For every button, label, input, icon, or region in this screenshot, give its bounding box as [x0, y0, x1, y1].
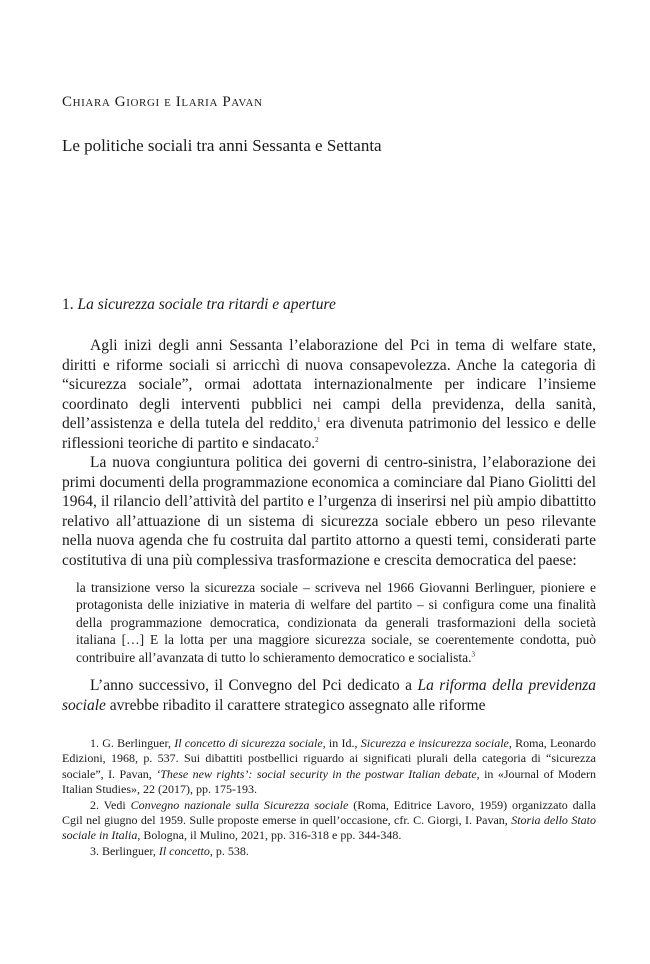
section-title: La sicurezza sociale tra ritardi e aperture	[77, 296, 336, 313]
footnote	[62, 798, 596, 844]
chapter-title: Le politiche sociali tra anni Sessanta e Settanta	[62, 136, 382, 155]
footnote-text: , in «Journal of Modern Italian Studies», 22 (2017), pp. 175-193.	[62, 766, 596, 797]
footnote-ref: 2	[315, 435, 319, 444]
footnote-text: 2. Vedi	[90, 797, 131, 812]
section-number: 1.	[62, 296, 74, 313]
footnote-italic: Storia dello Stato sociale in Italia	[62, 813, 597, 843]
footnote-italic: ‘These new rights’: social security in the postwar Italian debate	[156, 766, 477, 781]
footnotes	[62, 736, 596, 859]
footnote-ref: 3	[471, 650, 475, 659]
paragraph	[62, 676, 596, 715]
footnote-text: , Bologna, il Mulino, 2021, pp. 316-318 e pp. 344-348.	[137, 828, 402, 843]
paragraph-text: L’anno successivo, il Convegno del Pci dedicato a	[90, 677, 418, 695]
footnote-text: (Roma, Editrice Lavoro, 1959) organizzato dalla Cgil nel giugno del 1959. Sulle proposte emerse in quell’occasione, cfr. C. Giorgi, I. Pavan,	[62, 797, 596, 828]
footnote	[62, 844, 596, 859]
chapter-authors: Chiara Giorgi e Ilaria Pavan	[62, 94, 263, 110]
footnote-italic: Il concetto di sicurezza sociale	[174, 736, 323, 750]
footnote-text: 1. G. Berlinguer,	[90, 736, 175, 750]
footnote-text: 3. Berlinguer,	[90, 843, 159, 858]
paragraph: La nuova congiuntura politica dei governi di centro-sinistra, l’elaborazione dei primi documenti della programmazione economica a cominciare dal Piano Giolitti del 1964, il rilancio dell’attività del partito e l’urgenza di inserirsi nel più ampio dibattitto relativo all’attuazione di un sistema di sicurezza sociale ebbero un peso rilevante nella nuova agenda che fu costruita dal partito attorno a questi temi, considerati parte costitutiva di una più complessiva trasformazione e crescita democratica del paese:	[62, 454, 596, 569]
section-heading	[62, 296, 336, 314]
paragraph-text: era divenuta patrimonio del lessico e delle riflessioni teoriche di partito e sindacato.	[62, 415, 596, 452]
paragraph-text: Agli inizi degli anni Sessanta l’elaborazione del Pci in tema di welfare state, diritti e riforme sociali si arricchì di nuova consapevolezza. Anche la categoria di “sicurezza sociale”, ormai adottata internazionalmente per indicare l’insieme coordinato degli interventi pubblici nei campi della previdenza, della sanità, dell’assistenza e della tutela del reddito,	[62, 337, 596, 432]
block-quote	[76, 579, 596, 666]
paragraph-text: avrebbe ribadito il carattere strategico assegnato alle riforme	[105, 696, 486, 714]
work-title: La riforma della previdenza sociale	[62, 677, 596, 714]
body-text	[62, 336, 596, 715]
footnote-text: , Roma, Leonardo Edizioni, 1968, p. 537. Sui dibattiti postbellici riguardo ai significati plurali della categoria di “sicurezza sociale”, I. Pavan,	[62, 736, 596, 781]
footnote-text: , in Id.,	[322, 736, 361, 750]
quote-text: la transizione verso la sicurezza sociale – scriveva nel 1966 Giovanni Berlinguer, pioniere e protagonista delle iniziative in materia di welfare del partito – si configura come una finalità della programmazione democratica, condizionata da generali trasformazioni della società italiana […] E la lotta per una maggiore sicurezza sociale, se coerentemente condotta, può contribuire all’avanzata di tutto lo schieramento democratico e socialista.	[76, 580, 596, 665]
footnote-italic: Convegno nazionale sulla Sicurezza sociale	[130, 797, 349, 812]
footnote-italic: Il concetto	[158, 843, 210, 858]
paragraph	[62, 336, 596, 453]
footnote-italic: Sicurezza e insicurezza sociale	[360, 736, 509, 750]
footnote-ref: 1	[317, 415, 321, 424]
footnote-text: , p. 538.	[209, 843, 249, 858]
footnote	[62, 736, 596, 798]
